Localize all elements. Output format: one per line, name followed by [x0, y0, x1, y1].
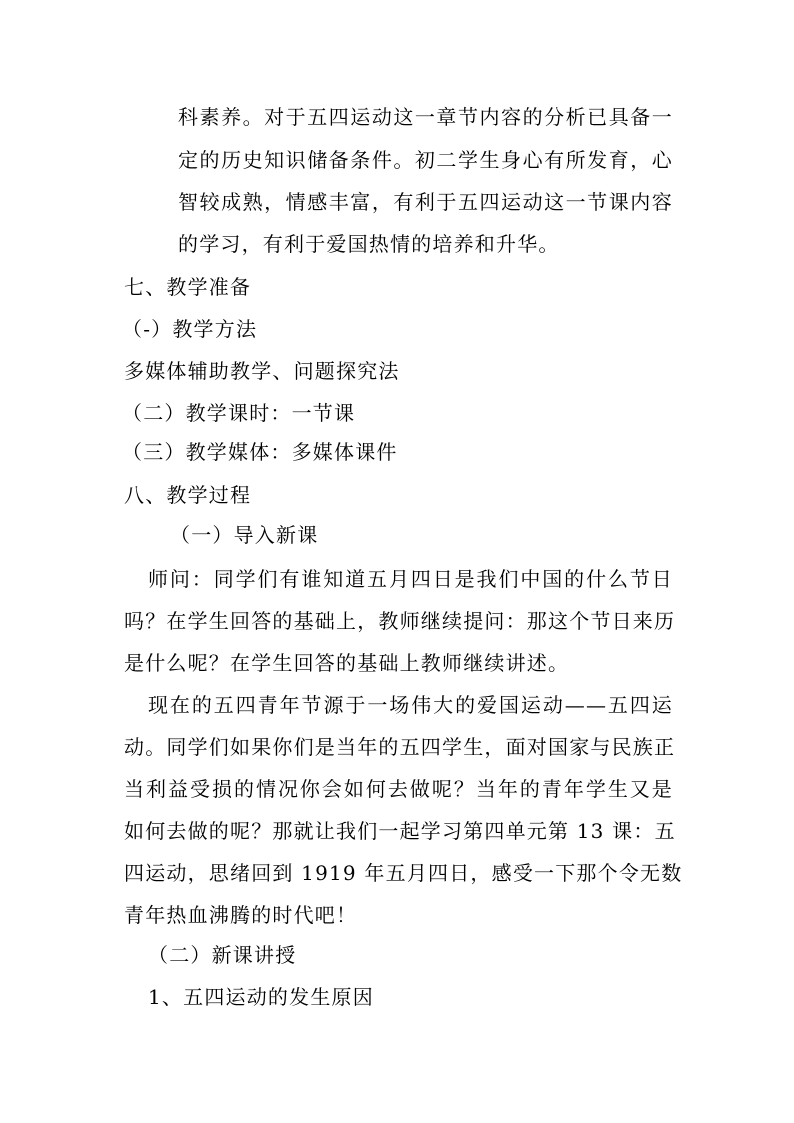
- subsection-heading: （-）教学方法: [122, 317, 258, 341]
- paragraph-line: 如何去做的呢？那就让我们一起学习第四单元第 13 课：五: [124, 819, 676, 843]
- paragraph-line: 现在的五四青年节源于一场伟大的爱国运动——五四运: [148, 693, 673, 717]
- paragraph-line: 科素养。对于五四运动这一章节内容的分析已具备一: [178, 105, 673, 129]
- section-heading: 八、教学过程: [124, 483, 252, 507]
- paragraph-line: 吗？在学生回答的基础上，教师继续提问：那这个节日来历: [124, 609, 676, 633]
- paragraph-line: 动。同学们如果你们是当年的五四学生，面对国家与民族正: [124, 735, 676, 759]
- subsection-heading: （一）导入新课: [170, 523, 319, 547]
- subsection-heading: （二）新课讲授: [148, 943, 297, 967]
- subsection-heading: （三）教学媒体：多媒体课件: [122, 440, 398, 464]
- subsection-heading: （二）教学课时：一节课: [122, 401, 356, 425]
- paragraph-line: 是什么呢？在学生回答的基础上教师继续讲述。: [124, 651, 570, 675]
- section-heading: 七、教学准备: [124, 275, 252, 299]
- paragraph-line: 当利益受损的情况你会如何去做呢？当年的青年学生又是: [124, 777, 673, 801]
- paragraph-line: 智较成熟，情感丰富，有利于五四运动这一节课内容: [178, 190, 673, 214]
- paragraph-line: 四运动，思绪回到 1919 年五月四日，感受一下那个令无数: [124, 861, 683, 885]
- paragraph-line: 定的历史知识储备条件。初二学生身心有所发育，心: [178, 148, 673, 172]
- paragraph-line: 师问：同学们有谁知道五月四日是我们中国的什么节日: [148, 567, 673, 591]
- body-text: 多媒体辅助教学、问题探究法: [124, 359, 400, 383]
- list-item: 1、五四运动的发生原因: [148, 985, 374, 1009]
- paragraph-line: 青年热血沸腾的时代吧！: [124, 903, 358, 927]
- paragraph-line: 的学习，有利于爱国热情的培养和升华。: [178, 232, 560, 256]
